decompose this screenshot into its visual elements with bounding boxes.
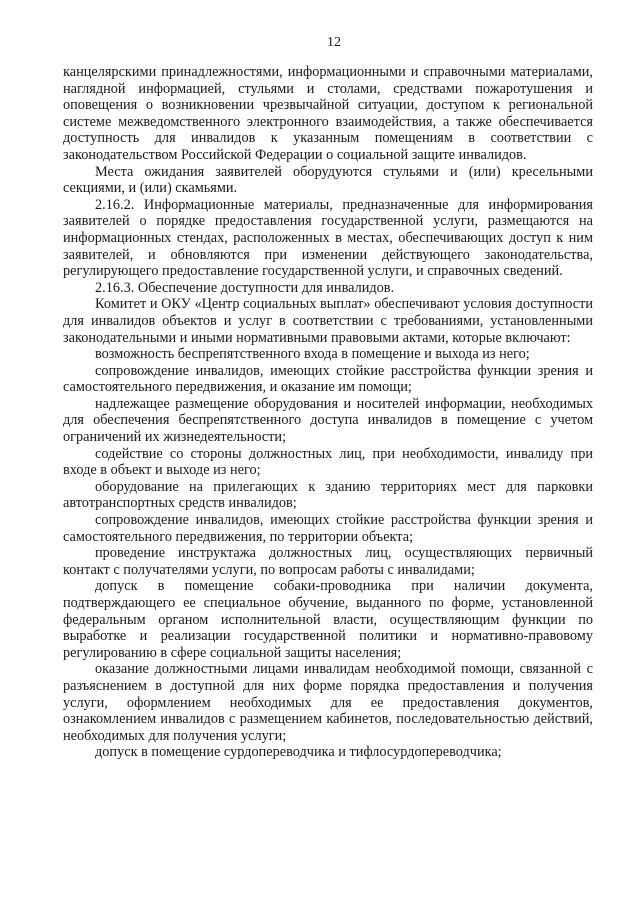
list-item-official-assistance: содействие со стороны должностных лиц, при необходимости, инвалиду при входе в объект и выходе из него; xyxy=(63,445,593,479)
list-item-staff-briefing: проведение инструктажа должностных лиц, осуществляющих первичный контакт с получателями услуги, по вопросам работы с инвалидами; xyxy=(63,545,593,578)
paragraph-2-16-3: 2.16.3. Обеспечение доступности для инвалидов. xyxy=(95,279,395,296)
page-number: 12 xyxy=(327,35,341,50)
list-item-accompaniment: сопровождение инвалидов, имеющих стойкие расстройства функции зрения и самостоятельного передвижения, и оказание им помощи; xyxy=(63,362,593,396)
list-item-entry-exit: возможность беспрепятственного входа в помещение и выхода из него; xyxy=(95,346,530,363)
list-item-parking: оборудование на прилегающих к зданию территориях мест для парковки автотранспортных средств инвалидов; xyxy=(63,478,593,512)
paragraph-2-16-2: 2.16.2. Информационные материалы, предназначенные для информирования заявителей о порядке предоставления государственной услуги, размещаются на информационных стендах, расположенных в местах, обеспечивающих доступ к ним заявителей, и обновляются при изменении действующего законодательства, регулирующего предоставление государственной услуги, и справочных сведений. xyxy=(63,196,593,280)
list-item-sign-interpreter: допуск в помещение сурдопереводчика и тифлосурдопереводчика; xyxy=(95,744,502,761)
paragraph-committee-conditions: Комитет и ОКУ «Центр социальных выплат» обеспечивают условия доступности для инвалидов объектов и услуг в соответствии с требованиями, установленными законодательными и иными нормативными правовыми актами, которые включают: xyxy=(63,296,593,346)
paragraph-waiting-areas: Места ожидания заявителей оборудуются стульями и (или) кресельными секциями, и (или) скамьями. xyxy=(63,163,593,197)
list-item-equipment-placement: надлежащее размещение оборудования и носителей информации, необходимых для обеспечения беспрепятственного доступа инвалидов в помещение с учетом ограничений их жизнедеятельности; xyxy=(63,395,593,446)
list-item-territory-accompaniment: сопровождение инвалидов, имеющих стойкие расстройства функции зрения и самостоятельного передвижения, по территории объекта; xyxy=(63,512,593,545)
list-item-guide-dog: допуск в помещение собаки-проводника при наличии документа, подтверждающего ее специальное обучение, выданного по форме, установленной федеральным органом исполнительной власти, осуществляющим функции по выработке и реализации государственной политики и нормативно-правовому регулированию в сфере социальной защиты населения; xyxy=(63,578,593,661)
paragraph-premises-equipment: канцелярскими принадлежностями, информационными и справочными материалами, наглядной информацией, стульями и столами, средствами пожаротушения и оповещения о возникновении чрезвычайной ситуации, доступом к региональной системе межведомственного электронного взаимодействия, а также обеспечивается доступность для инвалидов к указанным помещениям в соответствии с законодательством Российской Федерации о социальной защите инвалидов. xyxy=(63,64,593,163)
list-item-explanation-help: оказание должностными лицами инвалидам необходимой помощи, связанной с разъяснением в доступной для них форме порядка предоставления и получения услуги, оформлением необходимых для ее предоставления документов, ознакомлением инвалидов с размещением кабинетов, последовательностью действий, необходимых для получения услуги; xyxy=(63,661,593,744)
